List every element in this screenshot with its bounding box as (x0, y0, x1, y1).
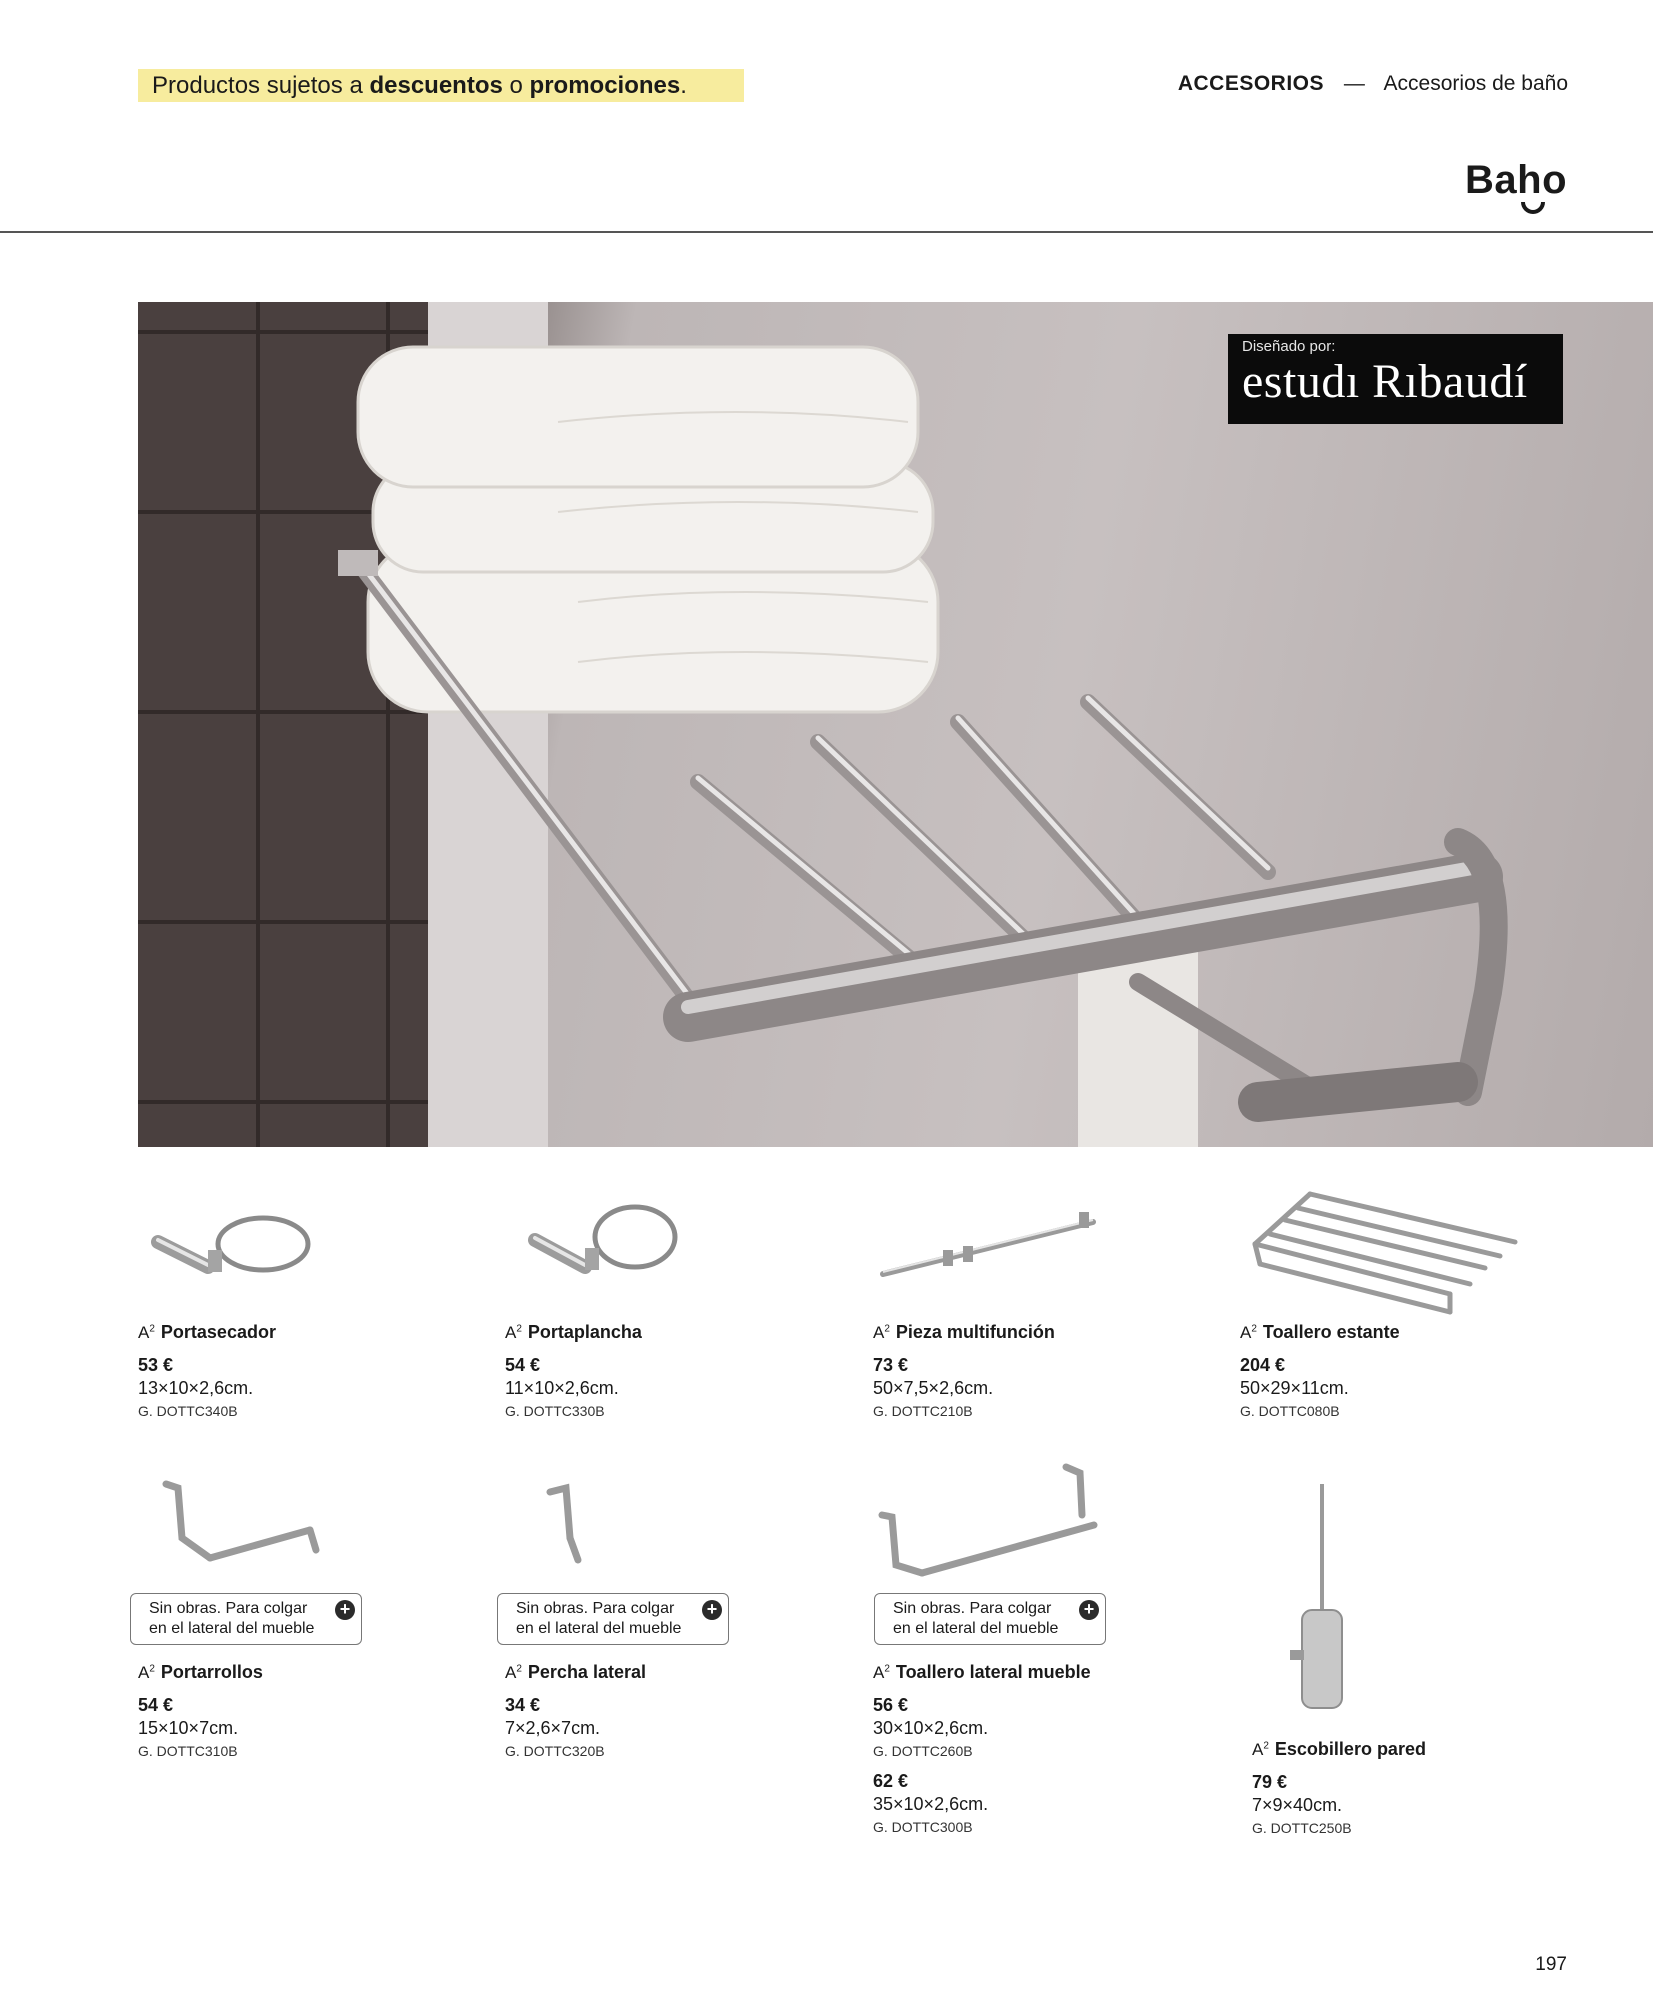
product-code: G. DOTTC330B (505, 1403, 605, 1419)
product-name: $A^2$ Portarrollos (138, 1662, 263, 1682)
designer-brand: estudı Rıbaudí (1242, 355, 1528, 408)
plus-icon[interactable]: + (702, 1600, 722, 1620)
plus-icon[interactable]: + (1079, 1600, 1099, 1620)
note-line2: en el lateral del mueble (149, 1620, 315, 1637)
product-code: G. DOTTC310B (138, 1743, 238, 1759)
hero-image (138, 302, 1653, 1147)
product-code: G. DOTTC340B (138, 1403, 238, 1419)
breadcrumb-subcategory: Accesorios de baño (1383, 72, 1568, 95)
product-code: G. DOTTC250B (1252, 1820, 1352, 1836)
product-dimensions: 15×10×7cm. (138, 1718, 239, 1738)
promo-banner (138, 69, 744, 102)
product-name: $A^2$ Portasecador (138, 1322, 276, 1342)
designer-badge (1228, 334, 1563, 424)
product-name: $A^2$ Toallero lateral mueble (873, 1662, 1091, 1682)
product-code: G. DOTTC260B (873, 1743, 973, 1759)
product-dimensions: 50×7,5×2,6cm. (873, 1378, 994, 1398)
product-dimensions: 7×9×40cm. (1252, 1795, 1343, 1815)
mounting-note (497, 1593, 729, 1645)
multifunction-rail-icon (873, 1172, 1203, 1322)
product-pieza-multifuncion (873, 1172, 1203, 1419)
product-escobillero-pared (1252, 1739, 1582, 1836)
header-divider (0, 231, 1653, 233)
product-code-variant: G. DOTTC300B (873, 1819, 973, 1835)
product-price: 204 € (1240, 1355, 1286, 1375)
product-name: $A^2$ Portaplancha (505, 1322, 642, 1342)
page-number: 197 (1535, 1954, 1567, 1975)
mounting-note (130, 1593, 362, 1645)
promo-or: o (509, 72, 523, 99)
smile-icon (1521, 202, 1545, 214)
energy-class: $A^2$ (873, 1663, 890, 1682)
energy-class: $A^2$ (1252, 1740, 1269, 1759)
energy-class: $A^2$ (505, 1663, 522, 1682)
product-percha-lateral (505, 1662, 835, 1759)
product-price: 53 € (138, 1355, 174, 1375)
product-name: $A^2$ Pieza multifunción (873, 1322, 1055, 1342)
note-line2: en el lateral del mueble (516, 1620, 682, 1637)
toilet-brush-icon (1280, 1480, 1360, 1735)
towel-shelf-icon (1240, 1172, 1570, 1322)
mounting-note (874, 1593, 1106, 1645)
designer-label: Diseñado por: (1242, 338, 1336, 355)
energy-class: $A^2$ (138, 1663, 155, 1682)
product-dimensions: 13×10×2,6cm. (138, 1378, 254, 1398)
side-hook-icon (530, 1468, 650, 1593)
product-dimensions: 7×2,6×7cm. (505, 1718, 601, 1738)
promo-prefix: Productos sujetos a (152, 72, 363, 99)
plus-icon[interactable]: + (335, 1600, 355, 1620)
product-code: G. DOTTC080B (1240, 1403, 1340, 1419)
breadcrumb (1178, 72, 1568, 96)
promo-discounts: descuentos (369, 72, 503, 99)
product-name: $A^2$ Toallero estante (1240, 1322, 1400, 1342)
product-dimensions: 30×10×2,6cm. (873, 1718, 989, 1738)
product-toallero-estante (1240, 1172, 1570, 1419)
product-price: 34 € (505, 1695, 541, 1715)
product-name: $A^2$ Percha lateral (505, 1662, 646, 1682)
note-line1: Sin obras. Para colgar (516, 1600, 675, 1617)
note-line1: Sin obras. Para colgar (149, 1600, 308, 1617)
breadcrumb-separator: — (1343, 72, 1365, 95)
roll-holder-icon (150, 1468, 350, 1593)
section-logo (1465, 158, 1567, 203)
product-dimensions-variant: 35×10×2,6cm. (873, 1794, 989, 1814)
energy-class: $A^2$ (1240, 1323, 1257, 1342)
product-toallero-lateral-mueble (873, 1662, 1203, 1835)
product-price: 73 € (873, 1355, 909, 1375)
energy-class: $A^2$ (873, 1323, 890, 1342)
product-price: 56 € (873, 1695, 909, 1715)
product-code: G. DOTTC320B (505, 1743, 605, 1759)
product-name: $A^2$ Escobillero pared (1252, 1739, 1426, 1759)
energy-class: $A^2$ (505, 1323, 522, 1342)
towel-shelf-photo (138, 302, 1653, 1147)
product-price-variant: 62 € (873, 1771, 909, 1791)
side-towel-rail-icon (870, 1455, 1120, 1595)
product-dimensions: 50×29×11cm. (1240, 1378, 1349, 1398)
energy-class: $A^2$ (138, 1323, 155, 1342)
promo-suffix: . (680, 72, 687, 99)
product-price: 54 € (138, 1695, 174, 1715)
iron-holder-icon (505, 1172, 835, 1322)
section-logo-text: Baho (1465, 158, 1567, 202)
product-portarrollos (138, 1662, 468, 1759)
promo-promotions: promociones (529, 72, 681, 99)
product-code: G. DOTTC210B (873, 1403, 973, 1419)
product-dimensions: 11×10×2,6cm. (505, 1378, 619, 1398)
product-portasecador (138, 1172, 468, 1419)
note-line2: en el lateral del mueble (893, 1620, 1059, 1637)
product-portaplancha (505, 1172, 835, 1419)
product-price: 54 € (505, 1355, 541, 1375)
product-price: 79 € (1252, 1772, 1288, 1792)
hairdryer-holder-icon (138, 1172, 468, 1322)
note-line1: Sin obras. Para colgar (893, 1600, 1052, 1617)
breadcrumb-category: ACCESORIOS (1177, 72, 1325, 95)
